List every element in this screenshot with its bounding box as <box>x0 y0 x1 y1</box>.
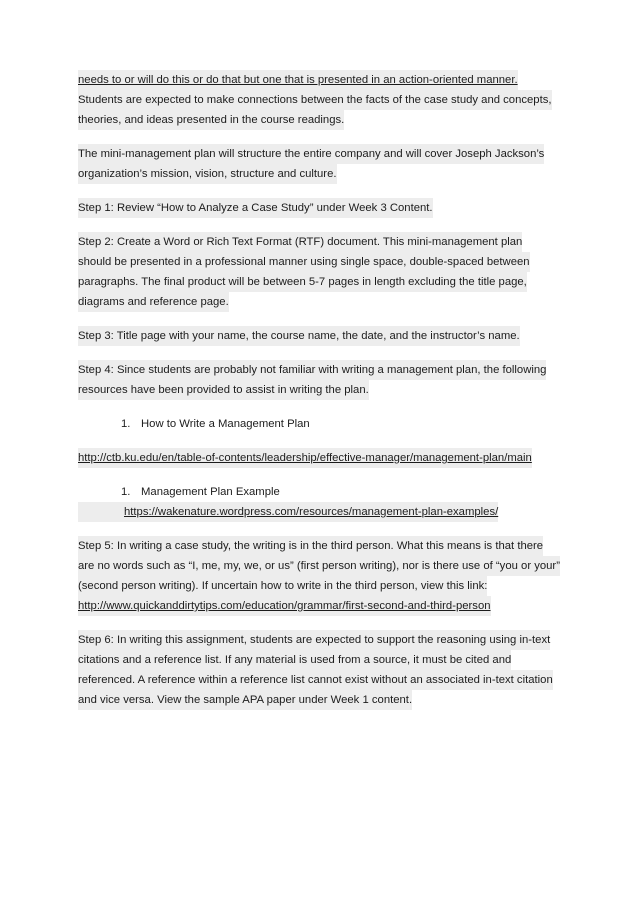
text-line: Step 4: Since students are probably not familiar with writing a management plan, the following <box>78 360 546 380</box>
paragraph-link-ctb <box>78 448 578 468</box>
list-item-label: Management Plan Example <box>141 486 280 498</box>
paragraph-step-4 <box>78 360 578 400</box>
paragraph-intro <box>78 70 578 130</box>
text-line: (second person writing). If uncertain how to write in the third person, view this link: <box>78 576 487 596</box>
paragraph-step-3 <box>78 326 578 346</box>
text-line: The mini-management plan will structure the entire company and will cover Joseph Jackson’s <box>78 144 544 164</box>
list-number: 1. <box>121 486 131 498</box>
text-line: Students are expected to make connections between the facts of the case study and concepts, <box>78 90 552 110</box>
document-body <box>78 70 578 724</box>
paragraph-step-2 <box>78 232 578 312</box>
text-line: paragraphs. The final product will be between 5-7 pages in length excluding the title page, <box>78 272 527 292</box>
text-line: Step 5: In writing a case study, the writing is in the third person. What this means is that there <box>78 536 543 556</box>
list-item-plan-example <box>78 482 578 522</box>
text-line: Step 2: Create a Word or Rich Text Format (RTF) document. This mini-management plan <box>78 232 522 252</box>
link-ctb-management-plan[interactable]: http://ctb.ku.edu/en/table-of-contents/leadership/effective-manager/management-plan/main <box>78 448 532 468</box>
text-line: Step 3: Title page with your name, the course name, the date, and the instructor’s name. <box>78 326 520 346</box>
list-item-label: How to Write a Management Plan <box>141 418 310 430</box>
link-quickanddirtytips[interactable]: http://www.quickanddirtytips.com/education/grammar/first-second-and-third-person <box>78 596 491 616</box>
indented-link-row <box>78 502 498 522</box>
link-wakenature-examples[interactable]: https://wakenature.wordpress.com/resources/management-plan-examples/ <box>124 502 498 522</box>
text-line: referenced. A reference within a reference list cannot exist without an associated in-text citation <box>78 670 553 690</box>
text-line: resources have been provided to assist in writing the plan. <box>78 380 369 400</box>
paragraph-plan-structure <box>78 144 578 184</box>
list-number: 1. <box>121 418 131 430</box>
list-item <box>121 414 578 434</box>
text-line: citations and a reference list. If any material is used from a source, it must be cited and <box>78 650 511 670</box>
paragraph-step-1 <box>78 198 578 218</box>
text-line: Step 6: In writing this assignment, students are expected to support the reasoning using in-text <box>78 630 550 650</box>
text-line: organization’s mission, vision, structure and culture. <box>78 164 337 184</box>
text-line: are no words such as “I, me, my, we, or us” (first person writing), nor is there use of “you or your” <box>78 556 560 576</box>
text-line: and vice versa. View the sample APA paper under Week 1 content. <box>78 690 412 710</box>
indent-spacer <box>78 502 124 522</box>
list-item-management-plan <box>78 414 578 434</box>
paragraph-step-6 <box>78 630 578 710</box>
text-line: Step 1: Review “How to Analyze a Case Study” under Week 3 Content. <box>78 198 433 218</box>
text-line: diagrams and reference page. <box>78 292 229 312</box>
paragraph-step-5 <box>78 536 578 616</box>
text-line: theories, and ideas presented in the course readings. <box>78 110 344 130</box>
list-item <box>121 482 578 502</box>
text-line: needs to or will do this or do that but one that is presented in an action-oriented manner. <box>78 70 518 90</box>
text-line: should be presented in a professional manner using single space, double-spaced between <box>78 252 530 272</box>
